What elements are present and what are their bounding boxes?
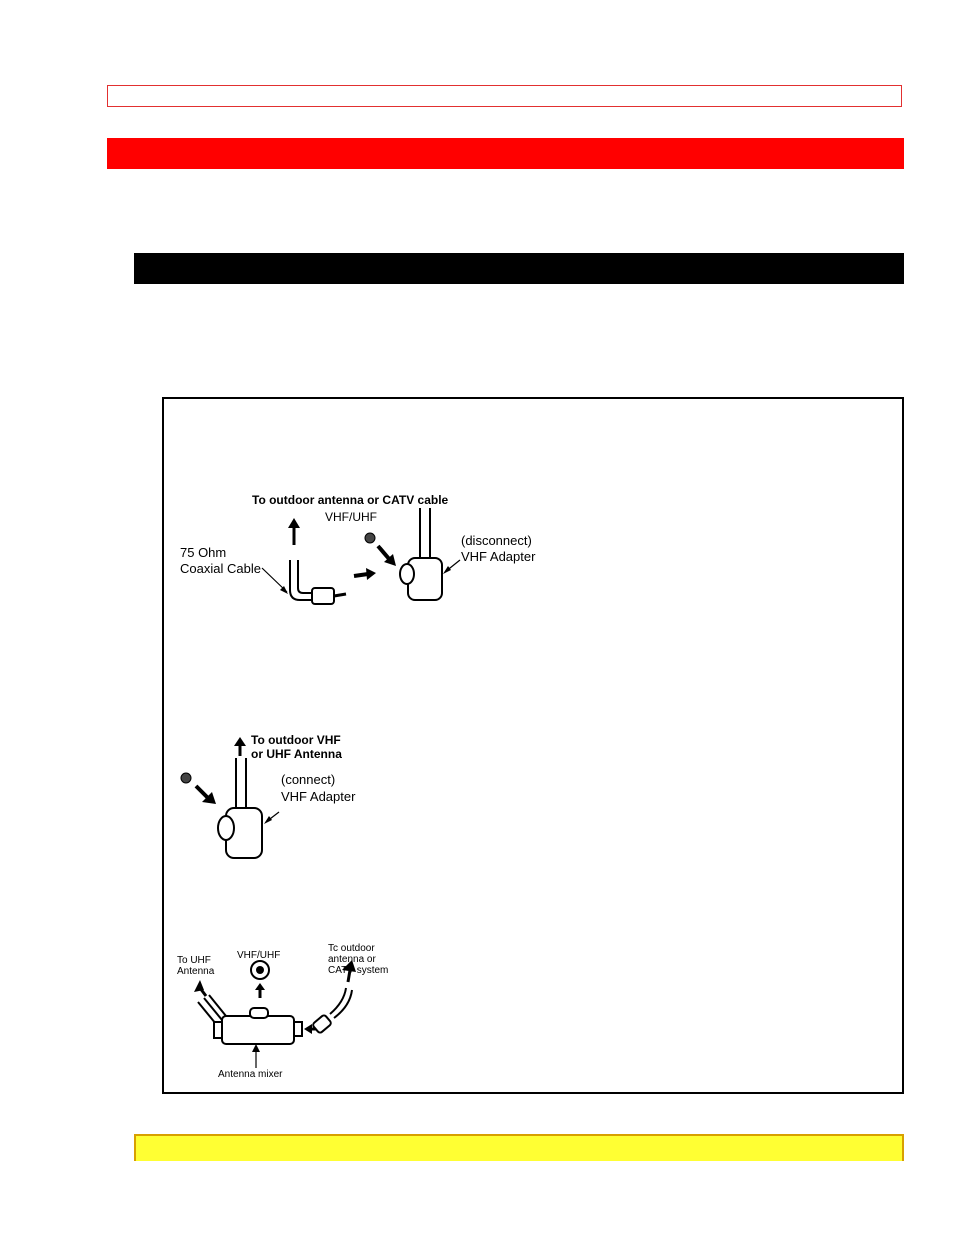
header-frame [107, 85, 902, 107]
note-bar [134, 1134, 904, 1161]
figure2-adapter-label-line2: VHF Adapter [281, 789, 356, 804]
figure3-outdoor-label-line3: CATV system [328, 965, 389, 976]
figure1-outdoor-label: To outdoor antenna or CATV cable [252, 493, 449, 507]
figure3-outdoor-label-line2: antenna or [328, 954, 376, 965]
figure1-cable-label-line2: Coaxial Cable [180, 561, 261, 576]
figure2-antenna-label-line2: or UHF Antenna [251, 747, 342, 761]
figure2-antenna-label-line1: To outdoor VHF [251, 733, 341, 747]
chapter-title-bar [107, 138, 904, 169]
figure1-adapter-label-line2: VHF Adapter [461, 549, 536, 564]
figure3-outdoor-label-line1: Tc outdoor [328, 943, 375, 954]
figure3-uhf-label-line1: To UHF [177, 955, 211, 966]
figure1-adapter-label-line1: (disconnect) [461, 533, 532, 548]
section-title-bar [134, 253, 904, 284]
figure3-uhf-label-line2: Antenna [177, 966, 215, 977]
figure1-cable-label-line1: 75 Ohm [180, 545, 227, 560]
figure1-vhfuhf-label: VHF/UHF [325, 510, 377, 524]
figure2-adapter-label-line1: (connect) [281, 772, 336, 787]
figure3-vhfuhf-label: VHF/UHF [237, 950, 281, 961]
figure3-mixer-label: Antenna mixer [218, 1069, 283, 1080]
